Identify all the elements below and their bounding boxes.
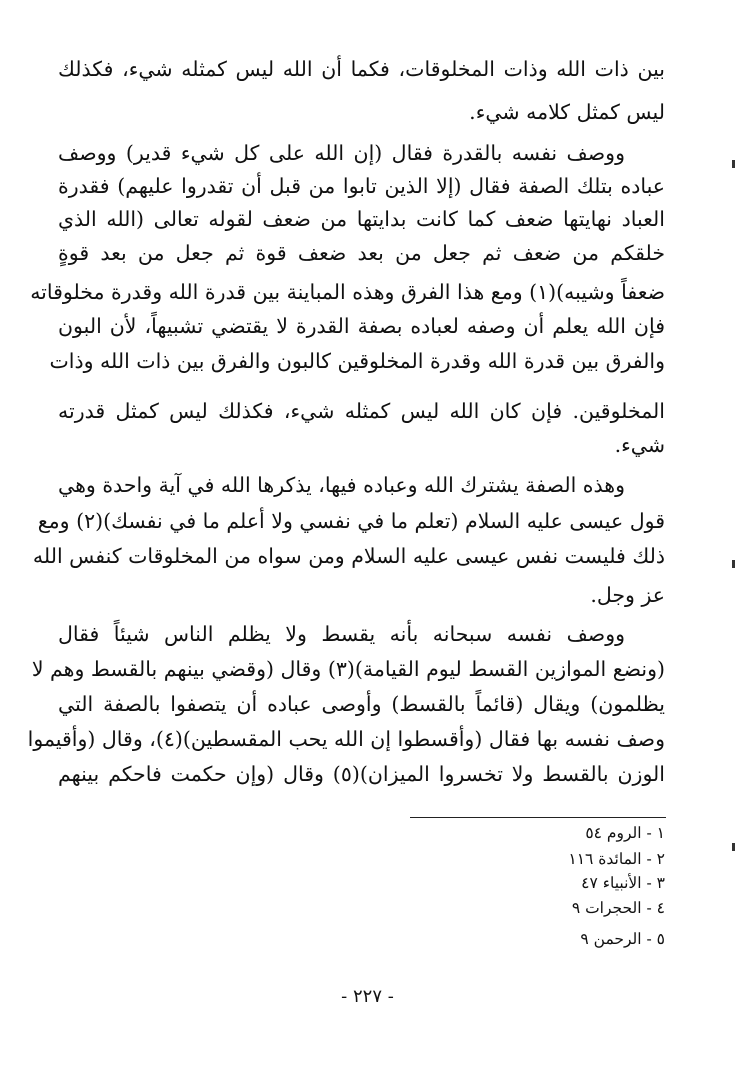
footnote-divider [410,817,666,818]
body-line: وصف نفسه بها فقال (وأقسطوا إن الله يحب المقسطين)(٤)، وقال (وأقيموا [27,727,665,751]
body-line: عباده بتلك الصفة فقال (إلا الذين تابوا من قبل أن تقدروا عليهم) فقدرة [58,174,665,198]
body-line: الوزن بالقسط ولا تخسروا الميزان)(٥) وقال (وإن حكمت فاحكم بينهم [58,762,665,786]
body-line: شيء. [614,433,665,457]
body-line: المخلوقين. فإن كان الله ليس كمثله شيء، فكذلك ليس كمثل قدرته [58,399,665,423]
body-line: قول عيسى عليه السلام (تعلم ما في نفسي ولا أعلم ما في نفسك)(٢) ومع [37,509,665,533]
body-line: ووصف نفسه بالقدرة فقال (إن الله على كل شيء قدير) ووصف [58,141,625,165]
body-line: عز وجل. [590,583,665,607]
body-line: بين ذات الله وذات المخلوقات، فكما أن الله ليس كمثله شيء، فكذلك [58,57,665,81]
body-line: ووصف نفسه سبحانه بأنه يقسط ولا يظلم الناس شيئاً فقال [58,622,625,646]
body-line: العباد نهايتها ضعف كما كانت بدايتها من ضعف لقوله تعالى (الله الذي [58,207,665,231]
footnote: ٣ - الأنبياء ٤٧ [581,874,665,892]
body-line: والفرق بين قدرة الله وقدرة المخلوقين كالبون والفرق بين ذات الله وذات [49,349,665,373]
body-line: (ونضع الموازين القسط ليوم القيامة)(٣) وقال (وقضي بينهم بالقسط وهم لا [31,657,665,681]
page-number: - ٢٢٧ - [341,986,394,1007]
footnote: ٢ - المائدة ١١٦ [568,850,665,868]
body-line: وهذه الصفة يشترك الله وعباده فيها، يذكرها الله في آية واحدة وهي [58,473,625,497]
footnote: ١ - الروم ٥٤ [585,824,665,842]
body-line: خلقكم من ضعف ثم جعل من بعد ضعف قوة ثم جعل من بعد قوةٍ [58,241,665,265]
footnote: ٥ - الرحمن ٩ [580,930,665,948]
body-line: فإن الله يعلم أن وصفه لعباده بصفة القدرة لا يقتضي تشبيهاً، لأن البون [58,314,665,338]
body-line: ذلك فليست نفس عيسى عليه السلام ومن سواه من المخلوقات كنفس الله [32,544,665,568]
footnote: ٤ - الحجرات ٩ [571,899,665,917]
body-line: ليس كمثل كلامه شيء. [469,100,665,124]
body-line: ضعفاً وشيبه)(١) ومع هذا الفرق وهذه المباينة بين قدرة الله وقدرة مخلوقاته [30,280,665,304]
body-line: يظلمون) ويقال (قائماً بالقسط) وأوصى عباده أن يتصفوا بالصفة التي [58,692,665,716]
